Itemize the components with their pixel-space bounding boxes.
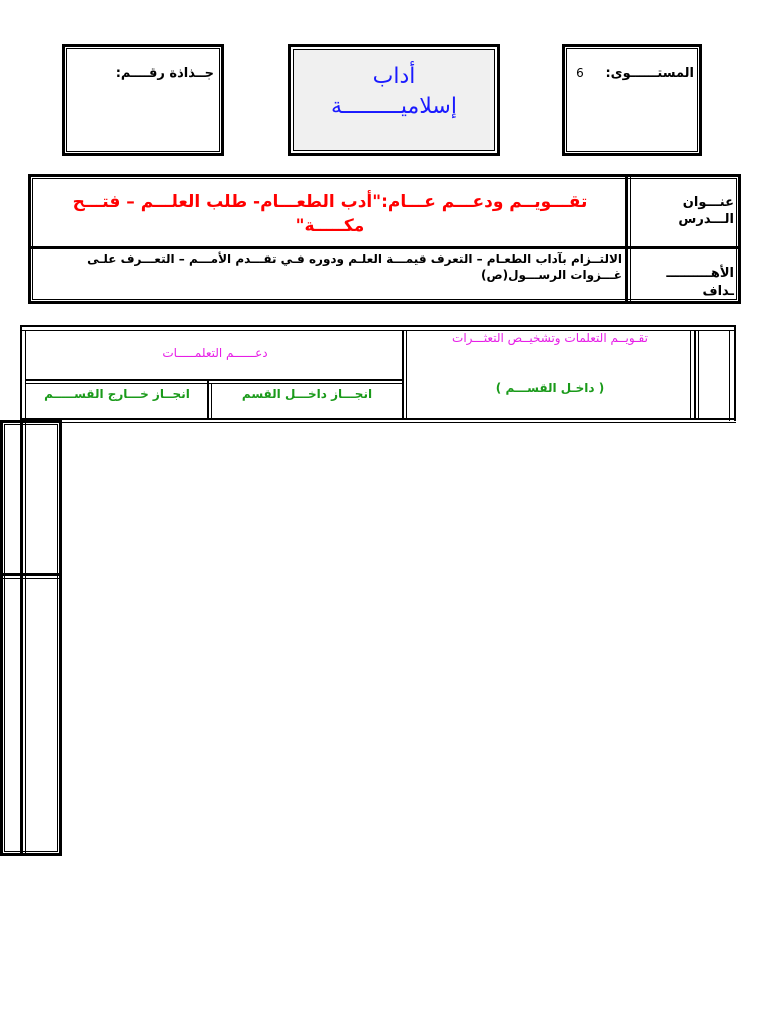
sheet-number-box-inner xyxy=(66,48,220,152)
learning-narrow-col-divider-inner xyxy=(698,330,699,420)
outside-class-work: انجــاز خـــارج القســـــم xyxy=(44,387,190,401)
support-header: دعــــــم التعلمـــــات xyxy=(162,346,268,360)
learning-table-left-border-inner xyxy=(25,330,26,421)
learning-narrow-col-divider xyxy=(694,330,696,420)
learning-table-right-border xyxy=(734,325,736,421)
learning-table-left-border xyxy=(20,325,22,421)
lesson-row-divider xyxy=(28,246,741,249)
learning-mid-col-divider-inner xyxy=(406,330,407,420)
left-strip-row-divider xyxy=(0,573,62,576)
goals-label-line1: الأهــــــــــ xyxy=(666,266,734,281)
sheet-number-label: جــذاذة رقــــم: xyxy=(115,66,214,81)
left-strip-inner xyxy=(4,424,58,852)
level-value: 6 xyxy=(576,66,584,80)
left-strip-col-divider xyxy=(20,420,23,856)
subject-title-line2: إسلاميـــــــــة xyxy=(331,94,457,119)
learning-table-bottom-border xyxy=(20,418,736,420)
learning-table-top-border xyxy=(20,325,736,327)
support-sub-col-divider xyxy=(207,381,209,420)
goals-label-line2: ـداف xyxy=(702,284,734,299)
inside-class-work: انجـــاز داخـــل القسم xyxy=(241,387,373,401)
support-row-divider xyxy=(26,379,404,381)
lesson-col-divider-inner xyxy=(630,176,631,304)
level-label: المستــــــوى: xyxy=(605,66,694,81)
subject-title-line1: أداب xyxy=(372,64,416,89)
lesson-col-divider xyxy=(625,176,628,304)
evaluation-inside-class: ( داخـل القســـم ) xyxy=(495,381,605,395)
level-box-inner xyxy=(566,48,698,152)
lesson-title-label-line2: الـــدرس xyxy=(678,212,734,227)
lesson-title-label-line1: عنـــوان xyxy=(682,195,734,210)
support-row-divider-inner xyxy=(26,383,404,384)
learning-table-bottom-border-inner xyxy=(20,422,736,423)
evaluation-header: تقـويــم التعلمات وتشخيــص التعثـــرات xyxy=(452,331,648,345)
learning-table-right-border-inner xyxy=(729,330,730,421)
lesson-goals: الالتــزام بآداب الطعـام – التعرف قيمـــة العلـم ودوره فـي تقـــدم الأمـــم – التعـــرف علـى غـــزوات الرســـول(ص) xyxy=(87,252,622,282)
left-strip-row-divider-inner xyxy=(0,578,62,579)
learning-mid-col-divider xyxy=(402,330,404,420)
learning-eval-col-edge xyxy=(690,330,691,420)
lesson-title: تقـــويــم ودعـــم عـــام:"أدب الطعـــام- طلب العلـــم – فتـــح مكـــــة" xyxy=(72,192,588,236)
left-strip-col-divider-inner xyxy=(25,420,26,856)
